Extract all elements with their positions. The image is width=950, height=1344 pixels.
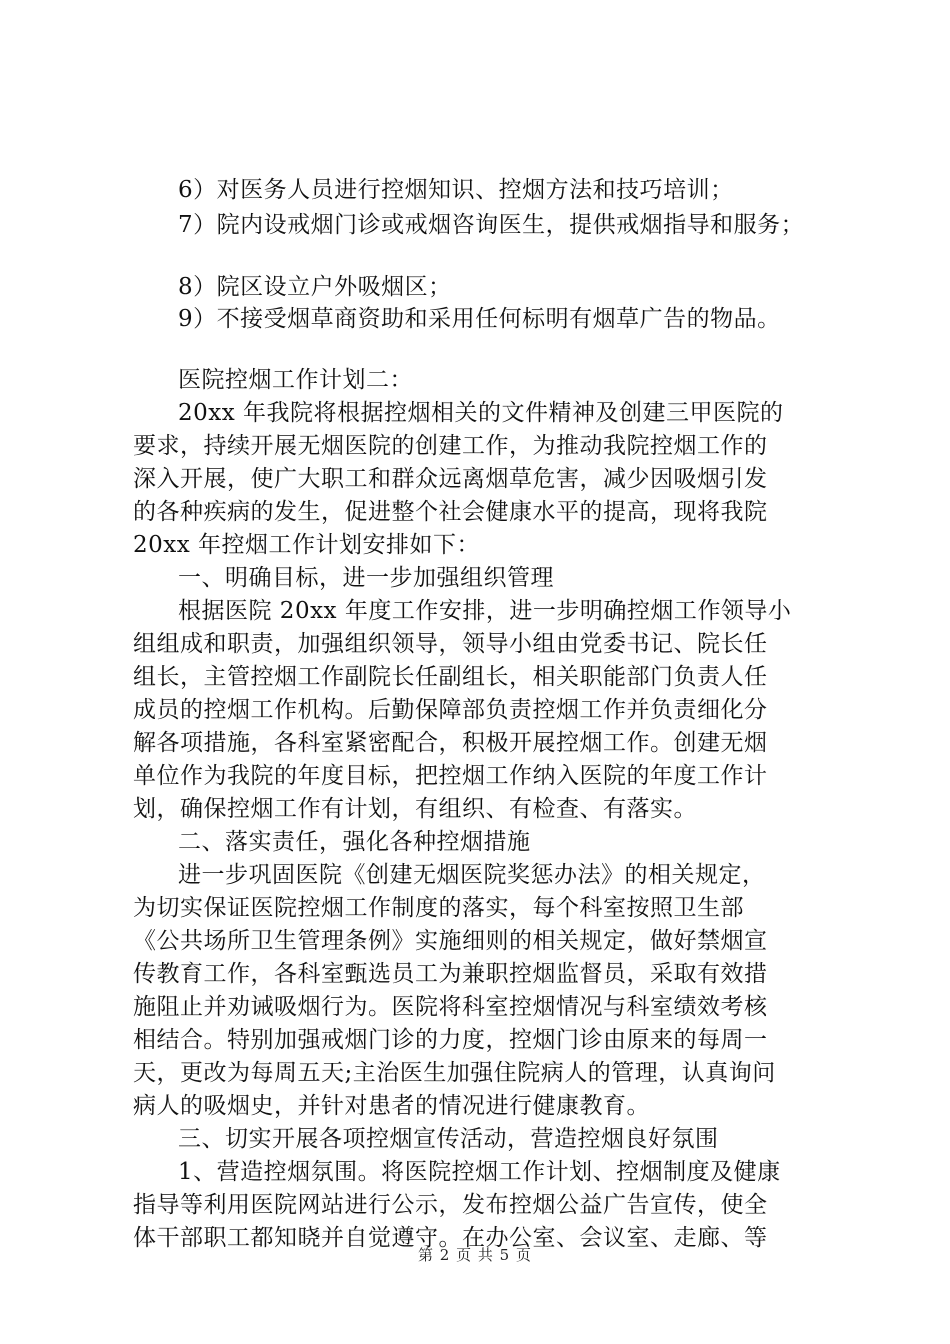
paragraph-line: 病人的吸烟史，并针对患者的情况进行健康教育。 <box>133 1093 650 1119</box>
paragraph-line: 施阻止并劝诫吸烟行为。医院将科室控烟情况与科室绩效考核 <box>133 994 768 1020</box>
paragraph-line: 单位作为我院的年度目标，把控烟工作纳入医院的年度工作计 <box>133 763 768 789</box>
section-title: 医院控烟工作计划二： <box>178 367 413 393</box>
paragraph-line: 相结合。特别加强戒烟门诊的力度，控烟门诊由原来的每周一 <box>133 1027 768 1053</box>
paragraph-line: 要求，持续开展无烟医院的创建工作，为推动我院控烟工作的 <box>133 433 768 459</box>
paragraph-line: 的各种疾病的发生，促进整个社会健康水平的提高，现将我院 <box>133 499 768 525</box>
paragraph-line: 成员的控烟工作机构。后勤保障部负责控烟工作并负责细化分 <box>133 697 768 723</box>
paragraph-line: 划，确保控烟工作有计划，有组织、有检查、有落实。 <box>133 796 697 822</box>
paragraph-line: 根据医院 20xx 年度工作安排，进一步明确控烟工作领导小 <box>178 598 792 624</box>
list-item-6: 6）对医务人员进行控烟知识、控烟方法和技巧培训； <box>178 177 734 203</box>
paragraph-line: 体干部职工都知晓并自觉遵守。在办公室、会议室、走廊、等 <box>133 1225 768 1251</box>
list-item-9: 9）不接受烟草商资助和采用任何标明有烟草广告的物品。 <box>178 306 781 332</box>
paragraph-line: 《公共场所卫生管理条例》实施细则的相关规定，做好禁烟宣 <box>133 928 768 954</box>
paragraph-line: 组组成和职责，加强组织领导，领导小组由党委书记、院长任 <box>133 631 768 657</box>
paragraph-line: 20xx 年控烟工作计划安排如下： <box>133 532 481 558</box>
list-item-8: 8）院区设立户外吸烟区； <box>178 274 452 300</box>
list-item-7: 7）院内设戒烟门诊或戒烟咨询医生，提供戒烟指导和服务； <box>178 212 805 238</box>
heading-three: 三、切实开展各项控烟宣传活动，营造控烟良好氛围 <box>178 1126 719 1152</box>
heading-one: 一、明确目标，进一步加强组织管理 <box>178 565 554 591</box>
paragraph-line: 天，更改为每周五天;主治医生加强住院病人的管理，认真询问 <box>133 1060 776 1086</box>
page-footer: 第 2 页 共 5 页 <box>418 1246 532 1264</box>
paragraph-line: 20xx 年我院将根据控烟相关的文件精神及创建三甲医院的 <box>178 400 784 426</box>
paragraph-line: 组长，主管控烟工作副院长任副组长，相关职能部门负责人任 <box>133 664 768 690</box>
paragraph-line: 为切实保证医院控烟工作制度的落实，每个科室按照卫生部 <box>133 895 744 921</box>
paragraph-line: 1、营造控烟氛围。将医院控烟工作计划、控烟制度及健康 <box>178 1159 781 1185</box>
paragraph-line: 指导等利用医院网站进行公示，发布控烟公益广告宣传，使全 <box>133 1192 768 1218</box>
paragraph-line: 解各项措施，各科室紧密配合，积极开展控烟工作。创建无烟 <box>133 730 768 756</box>
heading-two: 二、落实责任，强化各种控烟措施 <box>178 829 531 855</box>
paragraph-line: 进一步巩固医院《创建无烟医院奖惩办法》的相关规定， <box>178 862 766 888</box>
paragraph-line: 传教育工作，各科室甄选员工为兼职控烟监督员，采取有效措 <box>133 961 768 987</box>
paragraph-line: 深入开展，使广大职工和群众远离烟草危害，减少因吸烟引发 <box>133 466 768 492</box>
